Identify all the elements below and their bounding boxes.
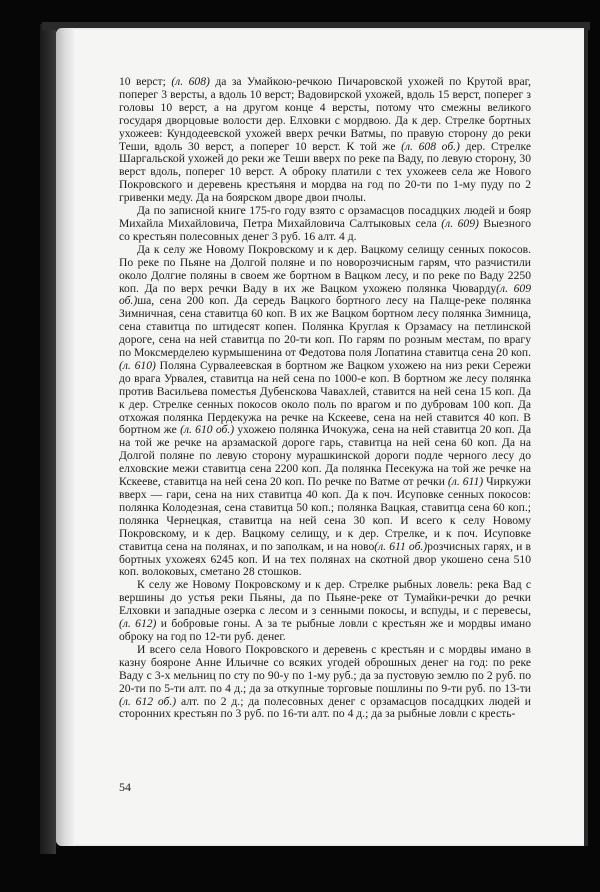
paragraph-5 bbox=[119, 644, 531, 721]
text-run: К селу же Новому Покровскому и к дер. Стрелке рыбных ловель: река Вад с вершины до устья реки Пьяны, да по Пьяне-реке от Тумайки-речки до речки Елховки и западные озерка с лесом и з сенными покосы, и вспуды, и с перевесы, bbox=[119, 578, 531, 618]
text-run: Да по записной книге 175-го году взято с орзамасцов посадцких людей и бояр Михайла Михайловича, Петра Михайловича Салтыковых села bbox=[119, 204, 531, 230]
folio-reference: (л. 609 об.) bbox=[119, 281, 531, 308]
body-text bbox=[119, 76, 531, 721]
paragraph-2 bbox=[119, 205, 531, 244]
folio-reference: (л. 609) bbox=[441, 216, 479, 230]
text-run: ухожею полянка Ичокужа, сена на ней ставитца 20 коп. Да на той же речке на арзамаской дороге гарь, ставитца на ней сена 60 коп. Да на Долгой поляне по левую сторону мурашкинской дороги подле черного лесу до елховские межи ставитца сена 2200 коп. Да полянка Песекужа на той же речке на Кскееве, ставитца на ней сена 20 коп. По речке по Ватме от речки bbox=[119, 423, 531, 489]
folio-reference: (л. 612) bbox=[119, 617, 157, 631]
folio-reference: (л. 611 об.) bbox=[374, 539, 428, 553]
text-run: Выезного со крестьян полесовных денег 3 руб. 16 алт. 4 д. bbox=[119, 216, 531, 243]
folio-reference: (л. 612 об.) bbox=[119, 694, 177, 708]
text-run: 10 верст; bbox=[119, 75, 172, 88]
text-run: Поляна Сурвалеевская в бортном же Вацком ухожею на низ реки Сережи до врага Урвалея, ставитца на ней сена по 1000-е коп. В бортном же лесу полянка против Васильева поместья Дубенскова Чавахлей, ставится на ней сена 15 коп. Да к дер. Стрелке сенных покосов около поль по врагом и по дубровам 100 коп. Да отхожая полянка Пердекужа на речке на Кскееве, сена на ней ставится 40 коп. В бортном же bbox=[119, 358, 532, 437]
book-spine-edge bbox=[40, 24, 56, 854]
text-run: дер. Стрелке Шаргальской ухожей до реки же Теши вверх по реке па Ваду, по левую сторону, 30 верст вдоль, поперег 10 верст. А оброку платили с тех ухожеев села же Нового Покровского и деревень крестьяня и мордва на год по 20-ти по 1-му пуду по 2 гривенки меду. Да на боярском дворе двои пчолы. bbox=[119, 139, 531, 205]
paragraph-3 bbox=[119, 244, 531, 580]
folio-reference: (л. 610) bbox=[119, 358, 156, 372]
folio-reference: (л. 611) bbox=[447, 475, 484, 489]
book-page bbox=[56, 28, 588, 846]
text-run: ша, сена 200 коп. Да середь Вацкого бортного лесу на Палце-реке полянка Зимничная, сена ставитца 60 коп. В их же Вацком бортном лесу полянка Зимница, сена ставитца по штидесят копен. Полянка Круглая к Орзамасу на петлинской дороге, сена на ней ставитца по 20-ти коп. По гарям по розным местам, по врагу по Моксмерделею курмышенина от Федотова поля Лопатина ставитца сена 20 коп. bbox=[119, 294, 531, 360]
text-run: И всего села Нового Покровского и деревень с крестьян и с мордвы имано в казну бояроне Анне Ильичне со всяких угодей оброшных денег на год: по реке Ваду с 3-х мельниц по сту по 90-у по 1-му руб.; да за пустовую землю по 2 руб. по 20-ти по 5-ти алт. по 4 д.; да за откупные торговые пошлины по 9-ти руб. по 13-ти bbox=[119, 642, 531, 695]
page-right-edge bbox=[584, 28, 588, 846]
text-run: и бобровые гоны. А за те рыбные ловли с крестьян же и мордвы имано оброку на год по 12-ти руб. денег. bbox=[119, 617, 531, 643]
text-run: розчисных гарях, и в бортных ухожеях 6245 коп. И на тех полянах на скотной двор укошено сена 510 коп. волоковых, сметано 28 стошков. bbox=[119, 539, 531, 579]
text-run: алт. по 2 д.; да полесовных денег с орзамасцов посадцких людей и сторонних крестьян по 3 руб. по 16-ти алт. по 4 д.; да за рыбные ловли с кресть- bbox=[119, 694, 531, 721]
page-number: 54 bbox=[119, 780, 131, 794]
text-run: Да к селу же Новому Покровскому и к дер. Вацкому селищу сенных покосов. По реке по Пьяне на Долгой поляне и по новорозчисным гарям, что разчистили около Долгие поляны в своем же бортном в Вацком лесу, и по реке по Ваду 2250 коп. Да по верх речки Ваду в их же Вацком ухожею полянка Чюварду bbox=[119, 242, 531, 295]
paragraph-1 bbox=[119, 76, 531, 205]
page-gutter-shadow bbox=[56, 28, 74, 846]
folio-reference: (л. 608) bbox=[171, 75, 210, 88]
text-run: Чиркужи вверх — гари, сена на них ставитца 40 коп. Да к поч. Исуповке сенных покосов: полянка Колодезная, сена ставитца 50 коп.; полянка Вацкая, ставитца сена 60 коп.; полянка Чернецкая, ставитца на ней сена 30 коп. И всего к селу Новому Покровскому, и к дер. Вацкому селищу, и к дер. Стрелке, и к поч. Исуповке ставитца сена на полянах, и по заполкам, и на ново bbox=[119, 475, 531, 553]
folio-reference: (л. 608 об.) bbox=[401, 139, 460, 153]
folio-reference: (л. 610 об.) bbox=[180, 423, 235, 437]
paragraph-4 bbox=[119, 579, 531, 644]
text-run: да за Умайкою-речкою Пичаровской ухожей по Крутой враг, поперег 3 версты, а вдоль 10 верст; Вадовирской ухожей, вдоль 15 верст, поперег з головы 10 верст, а на другом конце 4 версты, потому что смежны великого государя дворцовые волости дер. Елховки с мордвою. Да к дер. Стрелке бортных ухожеев: Кундодеевской ухожей вверх речки Ватмы, по правую сторону до реки Теши, вдоль 30 верст, а поперег 10 верст. К той же bbox=[119, 75, 531, 153]
